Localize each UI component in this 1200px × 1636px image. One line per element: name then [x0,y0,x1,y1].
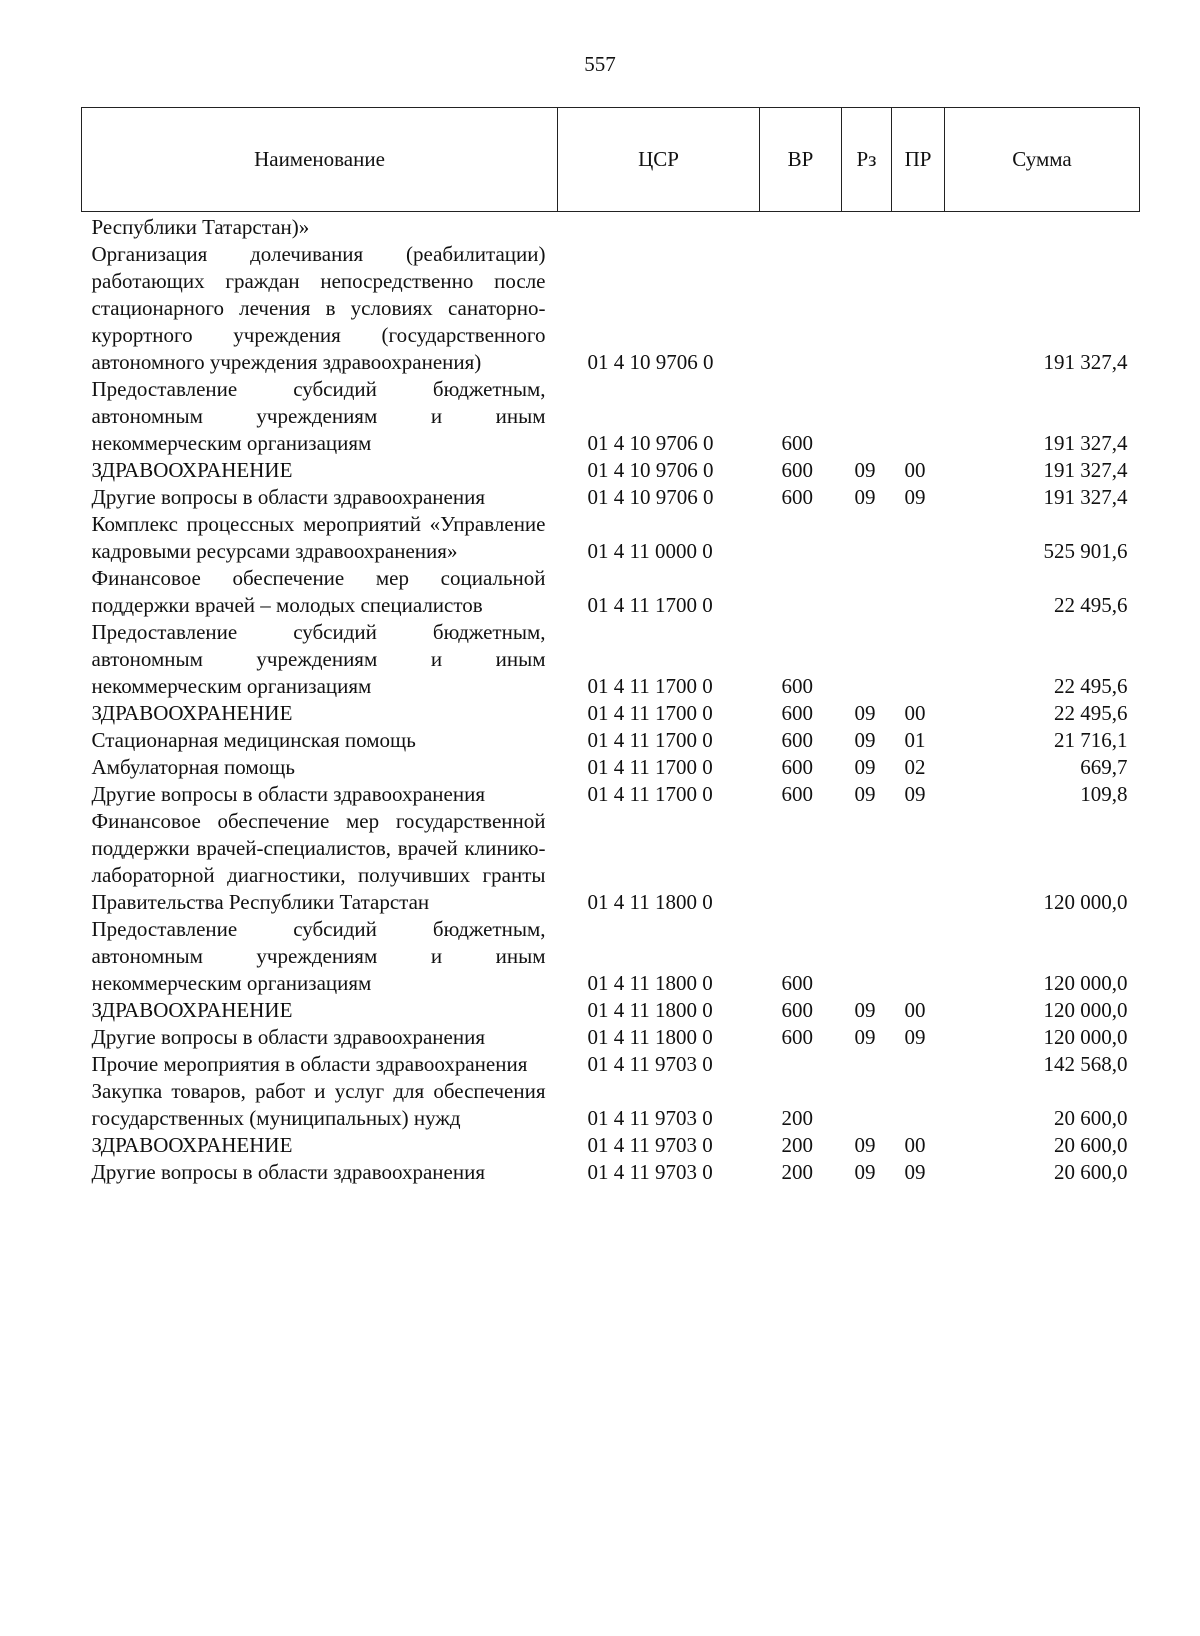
cell-csr: 01 4 11 1800 0 [587,998,713,1022]
cell-sum: 22 495,6 [1054,701,1128,725]
cell-rz [842,619,892,700]
table-row [82,376,1140,457]
cell-csr: 01 4 10 9706 0 [587,458,714,482]
cell-vr [760,212,842,242]
cell-pr: 00 [904,998,926,1022]
cell-csr: 01 4 11 1700 0 [587,755,713,779]
cell-name: Финансовое обеспечение мер государственной поддержки врачей-специалистов, врачей клинико-лабораторной диагностики, получивших гранты Правительства Республики Татарстан [91,809,546,914]
cell-vr [760,1051,842,1078]
cell-pr: 01 [904,728,926,752]
cell-rz: 09 [854,782,876,806]
cell-pr [892,565,945,619]
header-sum: Сумма [945,108,1140,212]
cell-pr: 09 [904,782,926,806]
cell-pr: 00 [904,458,926,482]
cell-vr: 600 [781,431,813,455]
table-row [82,1132,1140,1159]
cell-sum [945,212,1140,242]
cell-sum: 21 716,1 [1054,728,1128,752]
cell-sum: 22 495,6 [1054,593,1128,617]
cell-pr: 00 [904,1133,926,1157]
cell-name: Амбулаторная помощь [91,755,295,779]
cell-sum: 191 327,4 [1043,431,1128,455]
cell-pr [892,511,945,565]
cell-vr: 600 [781,782,813,806]
cell-sum: 120 000,0 [1043,890,1128,914]
cell-sum: 20 600,0 [1054,1160,1128,1184]
table-row [82,781,1140,808]
cell-sum: 22 495,6 [1054,674,1128,698]
cell-rz [842,565,892,619]
cell-rz [842,1078,892,1132]
cell-csr: 01 4 11 1700 0 [587,593,713,617]
cell-vr: 600 [781,458,813,482]
cell-name: Предоставление субсидий бюджетным, автономным учреждениям и иным некоммерческим организациям [91,917,546,995]
cell-csr: 01 4 11 1800 0 [587,971,713,995]
cell-sum: 20 600,0 [1054,1106,1128,1130]
cell-rz: 09 [854,1160,876,1184]
cell-sum: 525 901,6 [1043,539,1128,563]
cell-name: ЗДРАВООХРАНЕНИЕ [91,458,293,482]
cell-name: Другие вопросы в области здравоохранения [91,1025,485,1049]
table-row [82,700,1140,727]
table-row [82,754,1140,781]
table-row [82,808,1140,916]
cell-name: ЗДРАВООХРАНЕНИЕ [91,701,293,725]
cell-pr [892,241,945,376]
cell-rz: 09 [854,998,876,1022]
table-header [82,108,1140,212]
cell-pr: 09 [904,485,926,509]
cell-csr: 01 4 11 1700 0 [587,728,713,752]
table-row [82,619,1140,700]
cell-sum: 120 000,0 [1043,971,1128,995]
cell-rz [842,1051,892,1078]
cell-pr: 00 [904,701,926,725]
cell-csr: 01 4 10 9706 0 [587,431,714,455]
header-csr: ЦСР [558,108,760,212]
cell-rz [842,808,892,916]
cell-name: ЗДРАВООХРАНЕНИЕ [91,998,293,1022]
cell-name: Другие вопросы в области здравоохранения [91,485,485,509]
cell-csr: 01 4 10 9706 0 [587,350,714,374]
cell-csr: 01 4 11 1700 0 [587,674,713,698]
header-name: Наименование [82,108,558,212]
cell-vr: 600 [781,701,813,725]
cell-sum: 191 327,4 [1043,458,1128,482]
table-row [82,565,1140,619]
table-row [82,1051,1140,1078]
cell-pr [892,376,945,457]
cell-vr: 600 [781,728,813,752]
table-row [82,727,1140,754]
cell-rz [842,376,892,457]
cell-name: Другие вопросы в области здравоохранения [91,1160,485,1184]
cell-pr [892,916,945,997]
cell-vr: 200 [781,1133,813,1157]
cell-pr [892,1051,945,1078]
cell-pr [892,808,945,916]
cell-name: Предоставление субсидий бюджетным, автономным учреждениям и иным некоммерческим организациям [91,620,546,698]
cell-pr: 02 [904,755,926,779]
cell-vr: 600 [781,1025,813,1049]
cell-rz [842,916,892,997]
cell-rz: 09 [854,1133,876,1157]
cell-csr: 01 4 11 0000 0 [587,539,713,563]
header-vr: ВР [760,108,842,212]
header-rz: Рз [842,108,892,212]
cell-name: Республики Татарстан)» [91,215,310,239]
cell-csr: 01 4 11 9703 0 [587,1160,713,1184]
cell-rz [842,212,892,242]
cell-sum: 191 327,4 [1043,350,1128,374]
cell-rz: 09 [854,728,876,752]
cell-csr: 01 4 10 9706 0 [587,485,714,509]
table-row [82,511,1140,565]
cell-rz: 09 [854,458,876,482]
header-pr: ПР [892,108,945,212]
header-row [82,108,1140,212]
cell-sum: 142 568,0 [1043,1052,1128,1076]
cell-csr: 01 4 11 1800 0 [587,1025,713,1049]
table-row [82,916,1140,997]
cell-name: ЗДРАВООХРАНЕНИЕ [91,1133,293,1157]
cell-name: Предоставление субсидий бюджетным, автономным учреждениям и иным некоммерческим организациям [91,377,546,455]
cell-sum: 120 000,0 [1043,998,1128,1022]
cell-csr: 01 4 11 9703 0 [587,1106,713,1130]
cell-name: Закупка товаров, работ и услуг для обеспечения государственных (муниципальных) нужд [91,1079,546,1130]
cell-rz [842,241,892,376]
budget-table [81,107,1140,1186]
cell-name: Комплекс процессных мероприятий «Управление кадровыми ресурсами здравоохранения» [91,512,546,563]
table-row [82,457,1140,484]
cell-pr: 09 [904,1160,926,1184]
table-body [82,212,1140,1187]
cell-vr [760,241,842,376]
cell-sum: 669,7 [1080,755,1128,779]
cell-sum: 120 000,0 [1043,1025,1128,1049]
cell-csr [558,212,760,242]
cell-rz: 09 [854,1025,876,1049]
cell-pr [892,212,945,242]
cell-vr: 200 [781,1106,813,1130]
cell-pr [892,1078,945,1132]
table-row [82,212,1140,242]
cell-rz [842,511,892,565]
cell-csr: 01 4 11 9703 0 [587,1052,713,1076]
cell-vr [760,808,842,916]
cell-vr [760,565,842,619]
cell-name: Другие вопросы в области здравоохранения [91,782,485,806]
table-row [82,1159,1140,1186]
cell-vr: 600 [781,485,813,509]
table-row [82,997,1140,1024]
cell-csr: 01 4 11 1700 0 [587,782,713,806]
cell-rz: 09 [854,485,876,509]
cell-vr: 200 [781,1160,813,1184]
cell-csr: 01 4 11 9703 0 [587,1133,713,1157]
cell-pr: 09 [904,1025,926,1049]
cell-vr: 600 [781,971,813,995]
table-row [82,484,1140,511]
cell-rz: 09 [854,755,876,779]
cell-sum: 109,8 [1080,782,1128,806]
cell-name: Финансовое обеспечение мер социальной поддержки врачей – молодых специалистов [91,566,546,617]
cell-name: Организация долечивания (реабилитации) работающих граждан непосредственно после стационарного лечения в условиях санаторно-курортного учреждения (государственного автономного учреждения здравоохранения) [91,242,546,374]
cell-csr: 01 4 11 1800 0 [587,890,713,914]
cell-pr [892,619,945,700]
cell-sum: 20 600,0 [1054,1133,1128,1157]
cell-vr: 600 [781,998,813,1022]
cell-vr [760,511,842,565]
cell-rz: 09 [854,701,876,725]
table-row [82,1078,1140,1132]
cell-name: Стационарная медицинская помощь [91,728,416,752]
cell-csr: 01 4 11 1700 0 [587,701,713,725]
cell-sum: 191 327,4 [1043,485,1128,509]
page-number: 557 [584,52,616,76]
cell-vr: 600 [781,755,813,779]
cell-vr: 600 [781,674,813,698]
table-row [82,1024,1140,1051]
table-row [82,241,1140,376]
cell-name: Прочие мероприятия в области здравоохранения [91,1052,528,1076]
